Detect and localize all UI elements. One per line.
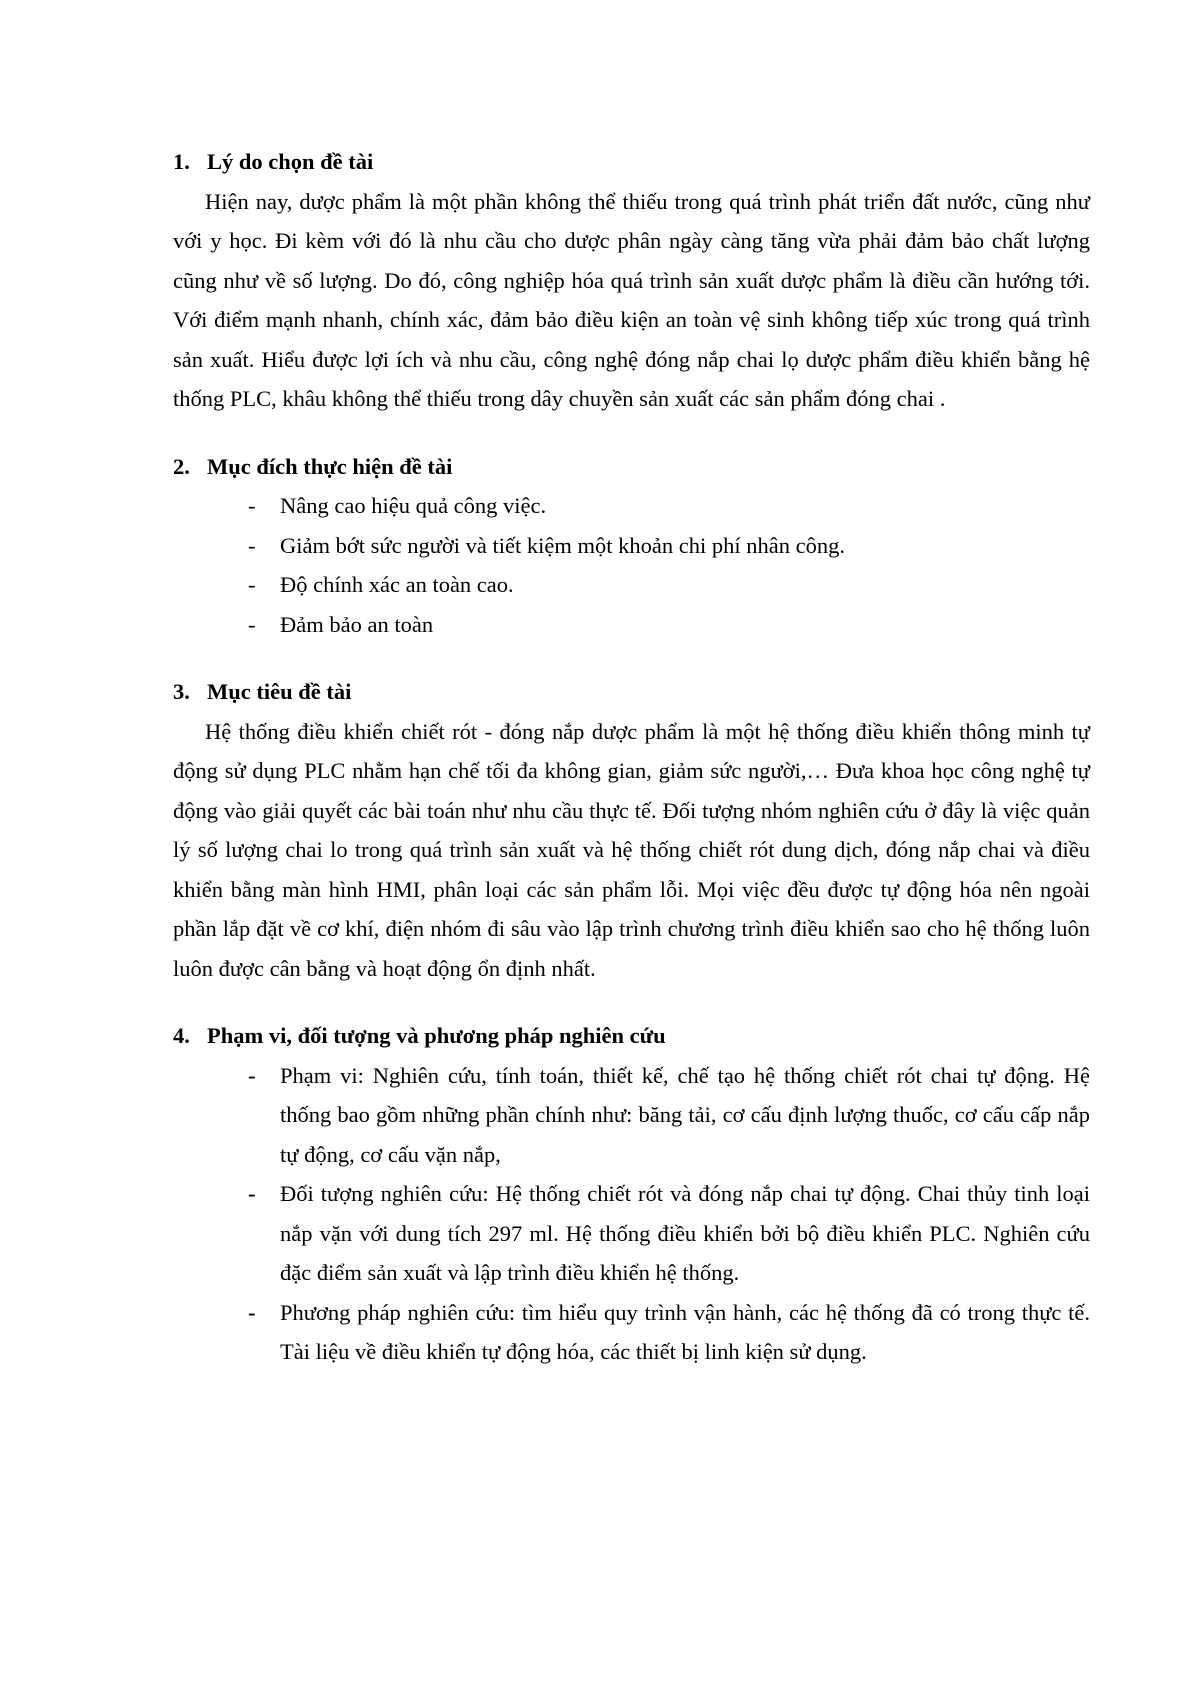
section-title: Lý do chọn đề tài [207, 149, 374, 174]
list-item-text: Phương pháp nghiên cứu: tìm hiểu quy trình vận hành, các hệ thống đã có trong thực tế. Tài liệu về điều khiển tự động hóa, các thiết bị linh kiện sử dụng. [280, 1299, 1090, 1364]
list-item-text: Nâng cao hiệu quả công việc. [280, 493, 547, 518]
list-item-text: Phạm vi: Nghiên cứu, tính toán, thiết kế, chế tạo hệ thống chiết rót chai tự động. Hệ thống bao gồm những phần chính như: băng tải, cơ cấu định lượng thuốc, cơ cấu cấp nắp tự động, cơ cấu vặn nắp, [280, 1062, 1090, 1167]
list-item-text: Độ chính xác an toàn cao. [280, 572, 514, 597]
dash-marker: - [248, 572, 256, 597]
scope-list [173, 1056, 1090, 1372]
section-heading [173, 1016, 1090, 1056]
section-number: 2. [173, 453, 190, 479]
section-muc-tieu [173, 672, 1090, 988]
list-item [248, 1056, 1090, 1175]
section-heading [173, 672, 1090, 712]
section-number: 1. [173, 149, 190, 174]
list-item [248, 565, 1090, 605]
section-pham-vi [173, 1016, 1090, 1372]
list-item-text: Giảm bớt sức người và tiết kiệm một khoản chi phí nhân công. [280, 532, 845, 558]
document-page [173, 142, 1090, 1400]
list-item-text: Đảm bảo an toàn [280, 611, 434, 637]
section-number: 3. [173, 679, 190, 704]
list-item [248, 1293, 1090, 1372]
list-item [248, 526, 1090, 566]
section-heading [173, 447, 1090, 487]
section-ly-do [173, 142, 1090, 419]
section-paragraph: Hệ thống điều khiển chiết rót - đóng nắp dược phẩm là một hệ thống điều khiển thông minh tự động sử dụng PLC nhằm hạn chế tối đa không gian, giảm sức người,… Đưa khoa học công nghệ tự động vào giải quyết các bài toán như nhu cầu thực tế. Đối tượng nhóm nghiên cứu ở đây là việc quản lý số lượng chai lo trong quá trình sản xuất và hệ thống chiết rót dung dịch, đóng nắp chai và điều khiển bằng màn hình HMI, phân loại các sản phẩm lỗi. Mọi việc đều được tự động hóa nên ngoài phần lắp đặt về cơ khí, điện nhóm đi sâu vào lập trình chương trình điều khiển sao cho hệ thống luôn luôn được cân bằng và hoạt động ổn định nhất. [173, 718, 1090, 981]
dash-marker: - [248, 1299, 256, 1325]
section-title: Mục tiêu đề tài [207, 679, 352, 704]
dash-marker: - [248, 611, 256, 637]
list-item-text: Đối tượng nghiên cứu: Hệ thống chiết rót và đóng nắp chai tự động. Chai thủy tinh loại nắp vặn với dung tích 297 ml. Hệ thống điều khiển bởi bộ điều khiển PLC. Nghiên cứu đặc điểm sản xuất và lập trình điều khiển hệ thống. [280, 1181, 1090, 1285]
dash-marker: - [248, 532, 256, 558]
list-item [248, 486, 1090, 526]
section-title: Phạm vi, đối tượng và phương pháp nghiên cứu [207, 1023, 666, 1048]
dash-marker: - [248, 1181, 256, 1206]
section-heading [173, 142, 1090, 182]
section-title: Mục đích thực hiện đề tài [207, 453, 453, 479]
section-muc-dich [173, 447, 1090, 645]
goal-list [173, 486, 1090, 644]
section-number: 4. [173, 1023, 190, 1048]
dash-marker: - [248, 493, 256, 518]
list-item [248, 605, 1090, 645]
section-paragraph: Hiện nay, dược phẩm là một phần không thể thiếu trong quá trình phát triển đất nước, cũng như với y học. Đi kèm với đó là nhu cầu cho dược phân ngày càng tăng vừa phải đảm bảo chất lượng cũng như về số lượng. Do đó, công nghiệp hóa quá trình sản xuất dược phẩm là điều cần hướng tới. Với điểm mạnh nhanh, chính xác, đảm bảo điều kiện an toàn vệ sinh không tiếp xúc trong quá trình sản xuất. Hiểu được lợi ích và nhu cầu, công nghệ đóng nắp chai lọ dược phẩm điều khiển bằng hệ thống PLC, khâu không thể thiếu trong dây chuyền sản xuất các sản phẩm đóng chai . [173, 188, 1090, 411]
list-item [248, 1174, 1090, 1293]
dash-marker: - [248, 1062, 256, 1088]
